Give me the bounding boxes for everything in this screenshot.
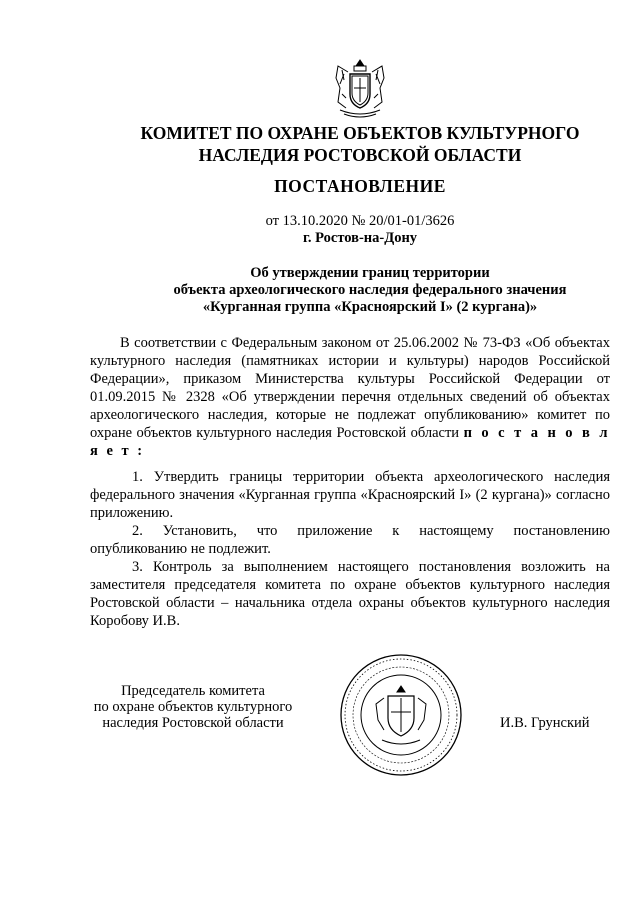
document-city: г. Ростов-на-Дону <box>302 230 418 246</box>
subject-line-3: «Курганная группа «Красноярский I» (2 кургана)» <box>202 299 538 315</box>
signatory-position-line-3: наследия Ростовской области <box>102 715 284 731</box>
org-line-2: НАСЛЕДИЯ РОСТОВСКОЙ ОБЛАСТИ <box>198 145 522 165</box>
document-date-number: от 13.10.2020 № 20/01-01/3626 <box>265 213 455 229</box>
signatory-position-line-2: по охране объектов культурного <box>93 699 293 715</box>
document-subject <box>110 265 630 316</box>
org-line-1: КОМИТЕТ ПО ОХРАНЕ ОБЪЕКТОВ КУЛЬТУРНОГО <box>140 123 580 143</box>
resolution-item-2: 2. Установить, что приложение к настоящему постановлению опубликованию не подлежит. <box>90 523 610 557</box>
resolves-word: п о с т а н о в л я е т : <box>90 425 611 459</box>
resolution-item-1: 1. Утвердить границы территории объекта археологического наследия федерального значения «Курганная группа «Красноярский I» (2 кургана)» согласно приложению. <box>90 469 610 521</box>
resolution-items <box>90 468 610 630</box>
resolution-item-3: 3. Контроль за выполнением настоящего постановления возложить на заместителя председателя комитета по охране объектов культурного наследия Ростовской области – начальника отдела охраны объектов культурного наследия Коробову И.В. <box>90 559 610 629</box>
subject-line-1: Об утверждении границ территории <box>250 265 490 281</box>
preamble-paragraph <box>90 334 610 460</box>
organization-name <box>110 122 610 166</box>
subject-line-2: объекта археологического наследия федерального значения <box>173 282 567 298</box>
official-seal-icon <box>338 652 464 778</box>
signatory-position <box>88 683 298 731</box>
signatory-name: И.В. Грунский <box>500 715 590 731</box>
document-type: ПОСТАНОВЛЕНИЕ <box>274 176 446 196</box>
coat-of-arms-icon <box>332 58 388 120</box>
preamble-text: В соответствии с Федеральным законом от 25.06.2002 № 73-ФЗ «Об объектах культурного наследия (памятниках истории и культуры) народов Российской Федерации», приказом Министерства культуры Российской Федерации от 01.09.2015 № 2328 «Об утверждении перечня отдельных сведений об объектах археологического наследия, которые не подлежат опубликованию» комитет по охране объектов культурного наследия Ростовской области <box>90 335 610 441</box>
signatory-position-line-1: Председатель комитета <box>121 683 265 699</box>
